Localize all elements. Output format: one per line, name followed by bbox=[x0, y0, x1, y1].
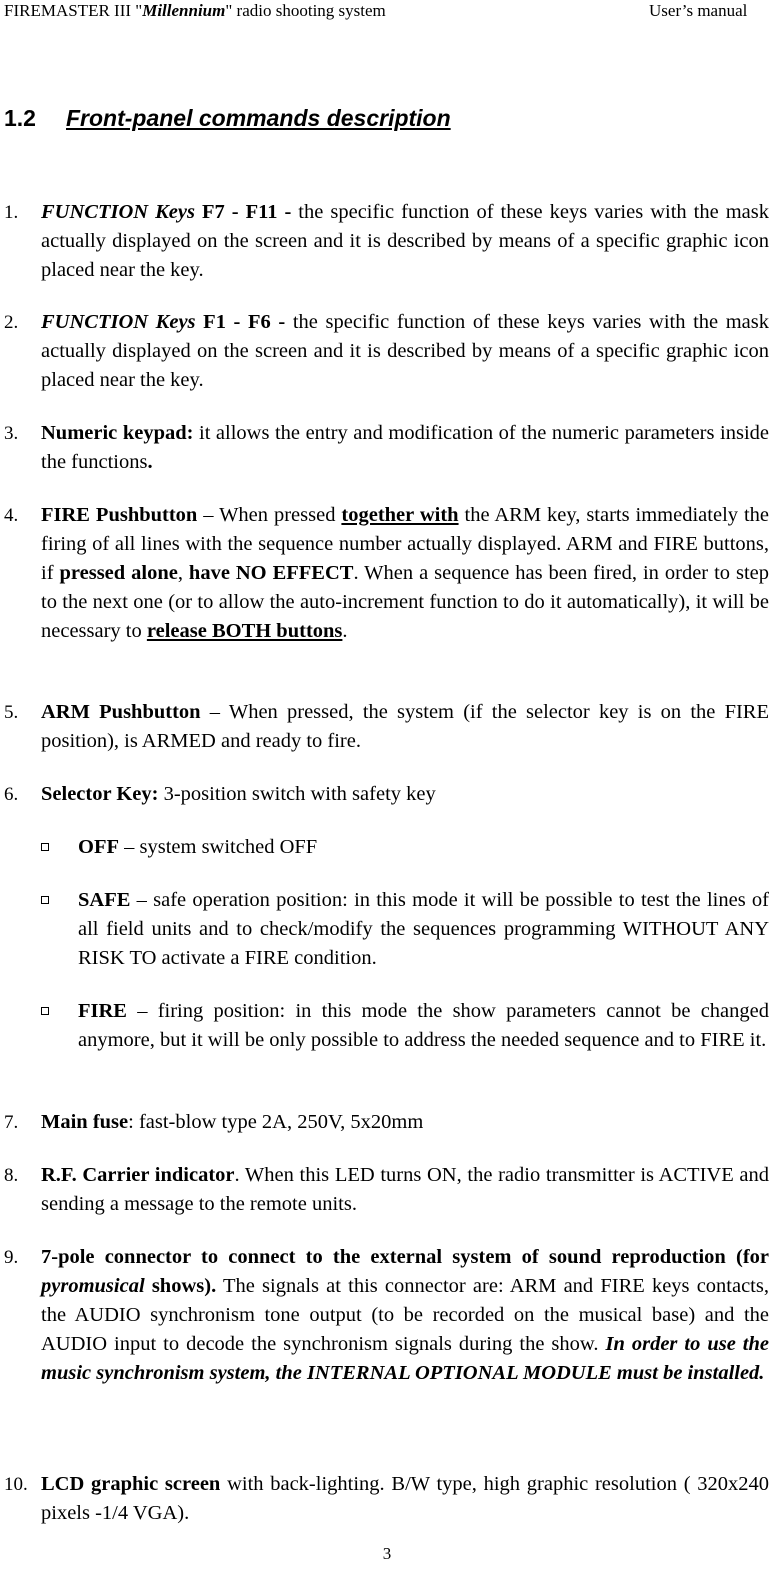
emphasis-together-with: together with bbox=[341, 504, 459, 526]
list-item-text: ARM Pushbutton – When pressed, the system (if the selector key is on the FIRE position), is ARMED and ready to fire. bbox=[41, 701, 769, 752]
list-item-text: Numeric keypad: it allows the entry and modification of the numeric parameters inside the functions. bbox=[41, 422, 769, 473]
list-item-text: R.F. Carrier indicator. When this LED turns ON, the radio transmitter is ACTIVE and sending a message to the remote units. bbox=[41, 1164, 769, 1215]
list-item-number: 5. bbox=[4, 702, 19, 723]
header-product: FIREMASTER III "Millennium" radio shooting system bbox=[4, 1, 386, 20]
page-number: 3 bbox=[382, 1544, 392, 1563]
section-heading bbox=[4, 103, 451, 133]
list-item-text: Main fuse: fast-blow type 2A, 250V, 5x20mm bbox=[41, 1111, 424, 1133]
list-item-number: 2. bbox=[4, 312, 19, 333]
optional-module-note: In order to use the music synchronism system, the INTERNAL OPTIONAL MODULE must be installed. bbox=[41, 1333, 769, 1384]
selector-option-text: OFF – system switched OFF bbox=[78, 836, 318, 858]
section-title: Front-panel commands description bbox=[66, 105, 451, 131]
list-item-text: 7-pole connector to connect to the external system of sound reproduction (for pyromusical shows). The signals at this connector are: ARM and FIRE keys contacts, the AUDIO synchronism tone output (to be recorded on the musical base) and the AUDIO input to decode the synchronism signals during the show. In order to use the music synchronism system, the INTERNAL OPTIONAL MODULE must be installed. bbox=[41, 1246, 769, 1384]
list-item-number: 1. bbox=[4, 202, 19, 223]
checkbox-bullet-icon bbox=[41, 1007, 49, 1015]
list-item-text: FUNCTION Keys F7 - F11 - the specific function of these keys varies with the mask actually displayed on the screen and it is described by means of a specific graphic icon placed near the key. bbox=[41, 201, 769, 281]
list-item-number: 9. bbox=[4, 1247, 19, 1268]
selector-option-text: FIRE – firing position: in this mode the show parameters cannot be changed anymore, but it will be only possible to address the needed sequence and to FIRE it. bbox=[78, 1000, 769, 1051]
list-item-number: 4. bbox=[4, 505, 19, 526]
checkbox-bullet-icon bbox=[41, 896, 49, 904]
header-doc-type: User’s manual bbox=[649, 1, 748, 20]
selector-option-text: SAFE – safe operation position: in this mode it will be possible to test the lines of all field units and to check/modify the sequences programming WITHOUT ANY RISK TO activate a FIRE condition. bbox=[78, 889, 769, 969]
list-item-number: 6. bbox=[4, 784, 19, 805]
header-product-name: Millennium bbox=[142, 1, 226, 20]
checkbox-bullet-icon bbox=[41, 843, 49, 851]
page-header bbox=[0, 0, 774, 24]
list-item-text: FUNCTION Keys F1 - F6 - the specific function of these keys varies with the mask actually displayed on the screen and it is described by means of a specific graphic icon placed near the key. bbox=[41, 311, 770, 391]
list-item-number: 10. bbox=[4, 1474, 28, 1495]
list-item-text: FIRE Pushbutton – When pressed together with the ARM key, starts immediately the firing of all lines with the sequence number actually displayed. ARM and FIRE buttons, if pressed alone, have NO EFFECT. When a sequence has been fired, in order to step to the next one (or to allow the auto-increment function to do it automatically), it will be necessary to release BOTH buttons. bbox=[41, 504, 769, 642]
list-item-number: 8. bbox=[4, 1165, 19, 1186]
list-item-text: LCD graphic screen with back-lighting. B/W type, high graphic resolution ( 320x240 pixels -1/4 VGA). bbox=[41, 1473, 769, 1524]
list-item-number: 7. bbox=[4, 1112, 19, 1133]
section-number: 1.2 bbox=[4, 105, 36, 131]
emphasis-release-both: release BOTH buttons bbox=[146, 620, 343, 642]
list-item-text: Selector Key: 3-position switch with safety key bbox=[41, 783, 436, 805]
list-item-number: 3. bbox=[4, 423, 19, 444]
